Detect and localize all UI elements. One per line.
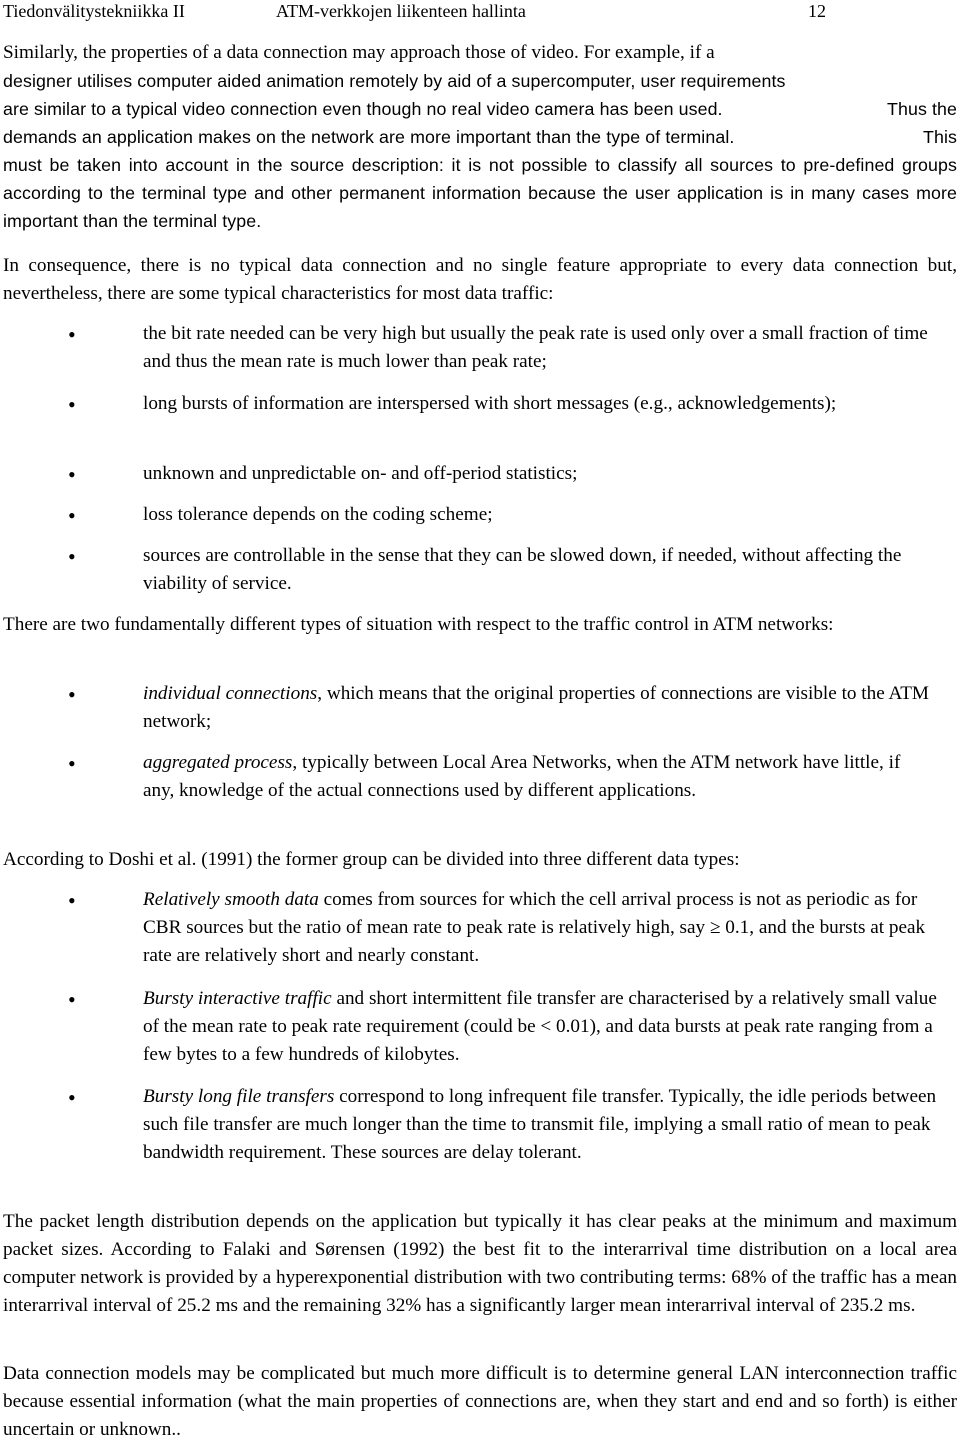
paragraph-1-line-1: Similarly, the properties of a data connection may approach those of video. For example, if a	[3, 42, 715, 63]
data-type-item	[143, 985, 948, 1069]
data-type-item	[143, 886, 933, 970]
situation-item	[143, 680, 933, 736]
paragraph-2: In consequence, there is no typical data connection and no single feature appropriate to every data connection but, nevertheless, there are some typical characteristics for most data traffic:	[3, 255, 957, 304]
bullet-icon: •	[68, 751, 76, 776]
bullet-icon: •	[68, 544, 76, 569]
paragraph-1-rest: must be taken into account in the source description: it is not possible to classify all sources to pre-defined groups according to the terminal type and other permanent information because the user application is in many cases more important than the terminal type.	[3, 155, 957, 231]
bullet-icon: •	[68, 503, 76, 528]
data-type-term: Relatively smooth data	[143, 889, 319, 910]
bullet-icon: •	[68, 682, 76, 707]
paragraph-3: There are two fundamentally different types of situation with respect to the traffic control in ATM networks:	[3, 614, 834, 635]
data-type-text: comes from sources for which the cell arrival process is not as periodic as for CBR sources but the ratio of mean rate to peak rate is relatively high, say ≥ 0.1, and the bursts at peak rate are relatively short and nearly constant.	[143, 889, 926, 966]
data-type-text: correspond to long infrequent file transfer. Typically, the idle periods between such file transfer are much longer than the time to transmit file, implying a small ratio of mean to peak bandwidth requirement. These sources are delay tolerant.	[143, 1086, 937, 1163]
bullet-icon: •	[68, 1085, 76, 1110]
bullet-icon: •	[68, 462, 76, 487]
paragraph-6: Data connection models may be complicated but much more difficult is to determine general LAN interconnection traffic because essential information (what the main properties of connections are, when they start and end and so forth) is either uncertain or unknown..	[3, 1363, 957, 1440]
paragraph-1-line-3	[3, 95, 957, 123]
bullet-icon: •	[68, 987, 76, 1012]
characteristic-item: sources are controllable in the sense that they can be slowed down, if needed, without affecting the viability of service.	[143, 545, 902, 594]
header-title: ATM-verkkojen liikenteen hallinta	[276, 1, 526, 21]
characteristic-item: the bit rate needed can be very high but usually the peak rate is used only over a small fraction of time and thus the mean rate is much lower than peak rate;	[143, 323, 928, 372]
situation-text: , typically between Local Area Networks, when the ATM network have little, if any, knowledge of the actual connections used by different applications.	[143, 752, 901, 801]
data-type-text: and short intermittent file transfer are characterised by a relatively small value of the mean rate to peak rate requirement (could be < 0.01), and data bursts at peak rate ranging from a few bytes to a few hundreds of kilobytes.	[143, 988, 937, 1065]
bullet-icon: •	[68, 888, 76, 913]
situation-term: aggregated process	[143, 752, 293, 773]
data-type-item	[143, 1083, 953, 1167]
paragraph-1-line-4	[3, 123, 957, 151]
characteristic-item: long bursts of information are interspersed with short messages (e.g., acknowledgements);	[143, 393, 837, 414]
situation-text: , which means that the original properties of connections are visible to the ATM network;	[143, 683, 929, 732]
paragraph-1-line-4a: demands an application makes on the network are more important than the type of terminal.	[3, 127, 735, 147]
paragraph-5: The packet length distribution depends on the application but typically it has clear peaks at the minimum and maximum packet sizes. According to Falaki and Sørensen (1992) the best fit to the interarrival time distribution on a local area computer network is provided by a hyperexponential distribution with two contributing terms: 68% of the traffic has a mean interarrival interval of 25.2 ms and the remaining 32% has a significantly larger mean interarrival interval of 235.2 ms.	[3, 1211, 957, 1316]
paragraph-1-line-3a: are similar to a typical video connection even though no real video camera has been used.	[3, 99, 723, 119]
characteristic-item: unknown and unpredictable on- and off-period statistics;	[143, 463, 578, 484]
paragraph-4: According to Doshi et al. (1991) the former group can be divided into three different data types:	[3, 849, 740, 870]
situation-term: individual connections	[143, 683, 318, 704]
paragraph-1-line-4b: This	[923, 127, 957, 147]
situation-item	[143, 749, 903, 805]
paragraph-1-line-2: designer utilises computer aided animation remotely by aid of a supercomputer, user requirements	[3, 71, 786, 91]
page-number: 12	[808, 1, 826, 21]
data-type-term: Bursty long file transfers	[143, 1086, 335, 1107]
data-type-term: Bursty interactive traffic	[143, 988, 332, 1009]
bullet-icon: •	[68, 392, 76, 417]
paragraph-1-line-3b: Thus the	[887, 99, 957, 119]
bullet-icon: •	[68, 322, 76, 347]
header-course: Tiedonvälitystekniikka II	[3, 1, 185, 21]
characteristic-item: loss tolerance depends on the coding scheme;	[143, 504, 493, 525]
